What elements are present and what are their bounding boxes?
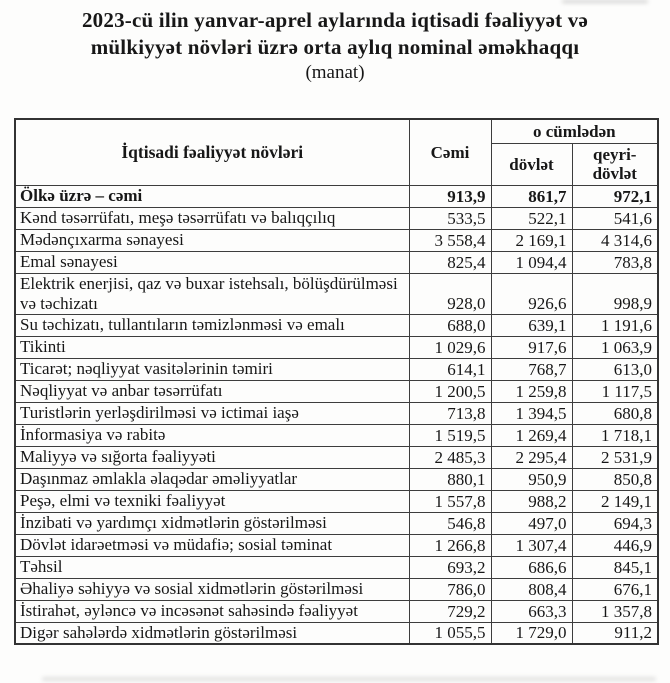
row-non-state-value: 2 149,1 xyxy=(572,490,658,512)
row-non-state-value: 845,1 xyxy=(572,556,658,578)
row-total-value: 688,0 xyxy=(409,314,491,336)
row-activity-label: Peşə, elmi və texniki fəaliyyət xyxy=(15,490,409,512)
row-total-value: 546,8 xyxy=(409,512,491,534)
row-total-value: 786,0 xyxy=(409,578,491,600)
table-row xyxy=(15,402,658,424)
row-total-value: 713,8 xyxy=(409,402,491,424)
row-total-value: 1 200,5 xyxy=(409,380,491,402)
row-activity-label: Ölkə üzrə – cəmi xyxy=(15,185,409,207)
table-row xyxy=(15,534,658,556)
table-row xyxy=(15,380,658,402)
row-non-state-value: 613,0 xyxy=(572,358,658,380)
table-row xyxy=(15,490,658,512)
row-state-value: 861,7 xyxy=(491,185,572,207)
row-activity-label: Daşınmaz əmlakla əlaqədar əməliyyatlar xyxy=(15,468,409,490)
row-total-value: 693,2 xyxy=(409,556,491,578)
wage-statistics-table xyxy=(14,118,659,645)
row-non-state-value: 783,8 xyxy=(572,251,658,273)
row-state-value: 950,9 xyxy=(491,468,572,490)
column-header-state: dövlət xyxy=(491,143,572,185)
row-activity-label: Nəqliyyat və anbar təsərrüfatı xyxy=(15,380,409,402)
row-total-value: 533,5 xyxy=(409,207,491,229)
row-activity-label: Elektrik enerjisi, qaz və buxar istehsalı, bölüşdürülməsi və təchizatı xyxy=(15,273,409,314)
table-header xyxy=(15,119,658,185)
row-activity-label: Kənd təsərrüfatı, meşə təsərrüfatı və balıqçılıq xyxy=(15,207,409,229)
row-activity-label: Su təchizatı, tullantıların təmizlənməsi və emalı xyxy=(15,314,409,336)
table-row xyxy=(15,446,658,468)
row-state-value: 1 259,8 xyxy=(491,380,572,402)
table-row xyxy=(15,229,658,251)
table-row xyxy=(15,622,658,644)
row-non-state-value: 850,8 xyxy=(572,468,658,490)
row-activity-label: İnformasiya və rabitə xyxy=(15,424,409,446)
row-non-state-value: 972,1 xyxy=(572,185,658,207)
row-activity-label: Tikinti xyxy=(15,336,409,358)
row-total-value: 928,0 xyxy=(409,273,491,314)
row-activity-label: İnzibati və yardımçı xidmətlərin göstərilməsi xyxy=(15,512,409,534)
row-non-state-value: 680,8 xyxy=(572,402,658,424)
row-total-value: 913,9 xyxy=(409,185,491,207)
row-activity-label: Ticarət; nəqliyyat vasitələrinin təmiri xyxy=(15,358,409,380)
table-row xyxy=(15,358,658,380)
row-state-value: 1 394,5 xyxy=(491,402,572,424)
table-row xyxy=(15,468,658,490)
row-state-value: 988,2 xyxy=(491,490,572,512)
table-row xyxy=(15,600,658,622)
row-non-state-value: 694,3 xyxy=(572,512,658,534)
row-activity-label: İstirahət, əyləncə və incəsənət sahəsində fəaliyyət xyxy=(15,600,409,622)
table-row xyxy=(15,578,658,600)
column-header-non-state: qeyri-dövlət xyxy=(572,143,658,185)
row-non-state-value: 1 357,8 xyxy=(572,600,658,622)
table-row xyxy=(15,512,658,534)
row-activity-label: Emal sənayesi xyxy=(15,251,409,273)
row-total-value: 880,1 xyxy=(409,468,491,490)
row-activity-label: Turistlərin yerləşdirilməsi və ictimai iaşə xyxy=(15,402,409,424)
row-activity-label: Mədənçıxarma sənayesi xyxy=(15,229,409,251)
row-total-value: 1 519,5 xyxy=(409,424,491,446)
row-state-value: 808,4 xyxy=(491,578,572,600)
table-row xyxy=(15,273,658,314)
row-state-value: 686,6 xyxy=(491,556,572,578)
row-state-value: 663,3 xyxy=(491,600,572,622)
row-total-value: 2 485,3 xyxy=(409,446,491,468)
row-total-value: 1 055,5 xyxy=(409,622,491,644)
row-state-value: 917,6 xyxy=(491,336,572,358)
scan-artifact-top xyxy=(562,0,648,3)
row-state-value: 926,6 xyxy=(491,273,572,314)
row-state-value: 522,1 xyxy=(491,207,572,229)
row-total-value: 614,1 xyxy=(409,358,491,380)
row-activity-label: Maliyyə və sığorta fəaliyyəti xyxy=(15,446,409,468)
row-non-state-value: 1 718,1 xyxy=(572,424,658,446)
table-row xyxy=(15,556,658,578)
column-header-total: Cəmi xyxy=(409,119,491,185)
row-non-state-value: 2 531,9 xyxy=(572,446,658,468)
table-body xyxy=(15,185,658,644)
row-non-state-value: 998,9 xyxy=(572,273,658,314)
row-state-value: 639,1 xyxy=(491,314,572,336)
row-activity-label: Əhaliyə səhiyyə və sosial xidmətlərin göstərilməsi xyxy=(15,578,409,600)
row-activity-label: Dövlət idarəetməsi və müdafiə; sosial təminat xyxy=(15,534,409,556)
row-total-value: 729,2 xyxy=(409,600,491,622)
page-title-line-1: 2023-cü ilin yanvar-aprel aylarında iqtisadi fəaliyyət və xyxy=(81,8,589,32)
table-row xyxy=(15,185,658,207)
table-row xyxy=(15,251,658,273)
row-total-value: 3 558,4 xyxy=(409,229,491,251)
row-activity-label: Digər sahələrdə xidmətlərin göstərilməsi xyxy=(15,622,409,644)
row-state-value: 497,0 xyxy=(491,512,572,534)
row-state-value: 2 169,1 xyxy=(491,229,572,251)
column-header-activity: İqtisadi fəaliyyət növləri xyxy=(15,119,409,185)
row-non-state-value: 1 063,9 xyxy=(572,336,658,358)
table-row xyxy=(15,207,658,229)
row-non-state-value: 4 314,6 xyxy=(572,229,658,251)
page-title-line-2: mülkiyyət növləri üzrə orta aylıq nominal əməkhaqqı xyxy=(90,35,580,59)
row-state-value: 1 094,4 xyxy=(491,251,572,273)
row-non-state-value: 911,2 xyxy=(572,622,658,644)
row-state-value: 1 307,4 xyxy=(491,534,572,556)
title-unit: (manat) xyxy=(305,62,365,83)
row-state-value: 1 729,0 xyxy=(491,622,572,644)
row-non-state-value: 446,9 xyxy=(572,534,658,556)
table-row xyxy=(15,314,658,336)
row-total-value: 1 029,6 xyxy=(409,336,491,358)
row-total-value: 1 266,8 xyxy=(409,534,491,556)
row-state-value: 1 269,4 xyxy=(491,424,572,446)
row-non-state-value: 541,6 xyxy=(572,207,658,229)
table-row xyxy=(15,424,658,446)
column-header-including: o cümlədən xyxy=(491,119,658,143)
row-total-value: 825,4 xyxy=(409,251,491,273)
row-non-state-value: 676,1 xyxy=(572,578,658,600)
row-non-state-value: 1 117,5 xyxy=(572,380,658,402)
table-row xyxy=(15,336,658,358)
row-non-state-value: 1 191,6 xyxy=(572,314,658,336)
row-state-value: 2 295,4 xyxy=(491,446,572,468)
row-state-value: 768,7 xyxy=(491,358,572,380)
scan-artifact-bottom xyxy=(42,677,656,681)
row-activity-label: Təhsil xyxy=(15,556,409,578)
title-block xyxy=(0,0,670,85)
row-total-value: 1 557,8 xyxy=(409,490,491,512)
